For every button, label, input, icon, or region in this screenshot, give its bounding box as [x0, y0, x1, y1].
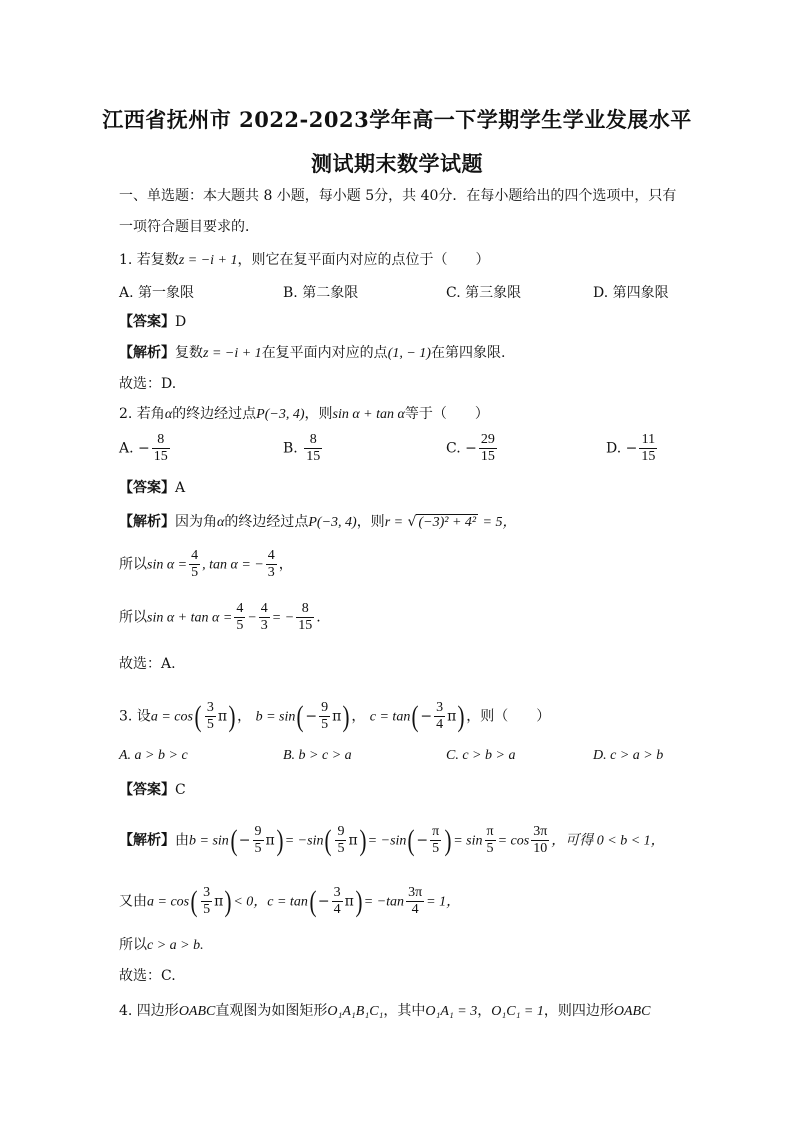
frac-den: 5 [486, 841, 494, 856]
q2-option-b-den: 15 [306, 449, 321, 464]
q3-eq-sin: = sin [453, 833, 483, 849]
q1-option-b: B. 第二象限 [283, 285, 359, 301]
pi: π [348, 832, 358, 849]
q4-stem-text: 直观图为如图矩形 [215, 1003, 328, 1019]
analysis-label: 【解析】 [119, 832, 175, 849]
q2-option-a-sign: − [138, 440, 150, 457]
q2-choose [119, 654, 176, 674]
q3-a-fraction [205, 700, 216, 733]
q2-frac-4-3 [266, 548, 277, 581]
q1-option-c: C. 第三象限 [446, 285, 522, 301]
question-3-stem [119, 700, 550, 733]
q2-option-a-fraction [152, 432, 170, 465]
frac-num: 4 [236, 601, 244, 616]
q2-option-d-num: 11 [639, 432, 657, 449]
q3-frac-9-5 [335, 824, 346, 857]
frac-num: 3 [206, 700, 214, 715]
q3-eq-neg-sin: = −sin [367, 833, 407, 849]
frac-num: 3 [203, 885, 211, 900]
frac-num: 3π [408, 885, 423, 900]
frac-num: 4 [260, 601, 268, 616]
answer-label: 【答案】 [119, 480, 175, 496]
choose-label: 故选： [119, 968, 161, 984]
q3-stem-prefix: 3. 设 [119, 708, 151, 725]
paren: ( [230, 823, 238, 857]
document-title-line-2: 测试期末数学试题 [311, 151, 483, 176]
q2-stem-text: 的终边经过点 [172, 406, 257, 422]
punct: ， [237, 708, 252, 725]
paren: ) [228, 699, 236, 733]
punct: ， [278, 556, 293, 573]
paren: ) [276, 823, 284, 857]
q3-final-order: c > a > b. [147, 938, 204, 953]
q2-alpha: α [217, 515, 225, 530]
q2-option-c [446, 432, 499, 465]
q2-answer [119, 478, 185, 498]
q2-frac-8-15 [296, 601, 314, 634]
paren: ( [309, 884, 317, 918]
q3-frac-pi-5 [430, 824, 441, 857]
q2-analysis-line-1: 【解析】因为角α的终边经过点P(−3, 4)，则r = √ (−3)² + 4² = 5， [119, 514, 517, 530]
q2-r-expression: r = [384, 515, 404, 530]
suoyi-label: 所以 [119, 937, 147, 953]
frac-den: 15 [298, 618, 313, 633]
analysis-label: 【解析】 [119, 514, 175, 530]
q1-analysis [119, 343, 505, 364]
q2-option-c-num: 29 [480, 432, 495, 447]
q1-stem-suffix: ，则它在复平面内对应的点位于（ ） [237, 252, 490, 268]
frac-num: 4 [191, 548, 199, 563]
pi: π [217, 708, 228, 725]
q1-analysis-text: 复数 [175, 345, 203, 361]
q3-conclusion-1: ，可得 0 < b < 1， [551, 833, 665, 849]
equals-minus: = − [271, 610, 295, 626]
q3-b-fraction [319, 700, 330, 733]
q2-stem-text: ，则 [304, 406, 333, 422]
q3-eq-neg-sin: = −sin [284, 833, 324, 849]
q2-analysis-line-2 [119, 548, 293, 581]
frac-num: 8 [296, 601, 314, 618]
q2-alpha: α [164, 407, 173, 422]
frac-num: 3 [333, 885, 341, 900]
frac-den: 5 [203, 902, 211, 917]
q2-option-d-label: D. [606, 440, 622, 457]
answer-label: 【答案】 [119, 782, 175, 798]
q3-frac-3pi-4 [406, 885, 424, 918]
q3-frac-pi-5 [485, 824, 496, 857]
q1-answer [119, 312, 186, 332]
frac-den: 5 [321, 717, 329, 732]
q3-c-fraction [434, 700, 445, 733]
q2-option-d [606, 432, 659, 465]
paren: ( [411, 699, 419, 733]
section-heading-line-1: 一、单选题：本大题共 8 小题，每小题 5分，共 40分．在每小题给出的四个选项中，只有 [119, 188, 677, 204]
q2-frac-4-3 [259, 601, 270, 634]
q3-option-a: A. a > b > c [119, 748, 188, 763]
q2-analysis-text: 因为角 [175, 514, 217, 530]
q2-answer-value: A [175, 480, 186, 496]
q3-eq-one: = 1， [426, 894, 461, 910]
q3-frac-3-5 [201, 885, 212, 918]
q4-quad-name: OABC [613, 1004, 651, 1019]
paren: ) [359, 823, 367, 857]
q3-c-expression: c = tan [267, 894, 308, 910]
choose-label: 故选： [119, 656, 161, 672]
q3-analysis-line-3 [119, 935, 204, 956]
q2-r-result: = 5， [482, 515, 517, 530]
q2-option-a-den: 15 [153, 449, 168, 464]
q2-stem-text: 等于（ ） [404, 406, 489, 422]
minus: − [416, 832, 429, 849]
q4-stem-text: ，则四边形 [543, 1003, 614, 1019]
q2-sqrt-expression: (−3)² + 4² [418, 515, 477, 530]
q1-stem-prefix: 1. 若复数 [119, 252, 179, 268]
q1-stem-formula: z = −i + 1 [178, 253, 238, 268]
q3-answer-value: C [175, 782, 186, 798]
punct: ， [351, 708, 366, 725]
paren: ) [355, 884, 363, 918]
q3-frac-9-5 [253, 824, 264, 857]
frac-den: 5 [191, 565, 199, 580]
q3-answer [119, 780, 186, 800]
q3-a-expression: a = cos [150, 709, 193, 725]
minus: − [305, 708, 318, 725]
frac-den: 4 [411, 902, 419, 917]
q2-option-c-label: C. [446, 440, 461, 457]
paren: ) [457, 699, 465, 733]
frac-num: 3π [533, 824, 548, 839]
minus: − [420, 708, 433, 725]
q4-edge-2: O₁C₁ = 1 [491, 1004, 544, 1019]
q3-option-b: B. b > c > a [283, 748, 352, 763]
paren: ( [324, 823, 332, 857]
q2-tan-expression: , tan α = − [202, 557, 264, 573]
frac-num: π [432, 824, 440, 839]
paren: ( [407, 823, 415, 857]
q2-stem-formula: sin α + tan α [332, 407, 405, 422]
q3-option-c: C. c > b > a [446, 748, 516, 763]
q3-b-expression: b = sin [189, 833, 229, 849]
q4-rect-name: O₁A₁B₁C₁ [327, 1004, 384, 1019]
q2-option-a-num: 8 [152, 432, 170, 449]
frac-den: 5 [236, 618, 244, 633]
q4-quad-name: OABC [178, 1004, 216, 1019]
suoyi-label: 所以 [119, 556, 147, 573]
frac-den: 5 [337, 841, 345, 856]
q4-stem-text: ，其中 [383, 1003, 426, 1019]
suoyi-label: 所以 [119, 609, 147, 626]
q1-choose [119, 374, 176, 394]
q2-option-d-den: 15 [641, 449, 656, 464]
pi: π [344, 893, 354, 910]
q2-option-d-fraction [639, 432, 657, 465]
q2-stem-text: 2. 若角 [119, 406, 165, 422]
q3-eq-cos: = cos [497, 833, 530, 849]
pi: π [214, 893, 224, 910]
question-4-stem [119, 1001, 650, 1022]
q1-answer-value: D [175, 314, 187, 330]
q3-eq-neg-tan: = −tan [363, 894, 405, 910]
frac-den: 5 [254, 841, 262, 856]
q3-choose [119, 966, 176, 986]
q1-option-d: D. 第四象限 [593, 285, 669, 301]
q2-option-b-fraction [304, 432, 322, 465]
q3-b-expression: b = sin [255, 709, 296, 725]
paren: ( [194, 699, 202, 733]
pi: π [332, 708, 342, 725]
pi: π [265, 832, 275, 849]
q2-option-a [119, 432, 172, 465]
minus: − [317, 893, 330, 910]
q2-sin-expression: sin α = [147, 557, 188, 573]
q2-sum-expression: sin α + tan α = [147, 610, 233, 626]
q1-analysis-formula: z = −i + 1 [203, 346, 262, 361]
frac-den: 4 [333, 902, 341, 917]
q3-frac-3pi-10 [531, 824, 549, 857]
analysis-label: 【解析】 [119, 345, 175, 361]
minus: − [247, 610, 257, 626]
frac-den: 5 [432, 841, 440, 856]
q1-analysis-text: 在复平面内对应的点 [261, 345, 388, 361]
question-1-stem [119, 250, 490, 271]
q2-option-b-label: B. [283, 440, 298, 457]
q3-stem-suffix: ，则（ ） [466, 708, 551, 725]
frac-num: 4 [267, 548, 275, 563]
punct: . [316, 609, 321, 626]
q1-analysis-text: 在第四象限. [430, 345, 506, 361]
q2-option-b-num: 8 [304, 432, 322, 449]
q2-choose-value: A. [161, 656, 176, 672]
q4-stem-text: ， [477, 1003, 492, 1019]
q2-frac-4-5 [234, 601, 245, 634]
paren: ) [224, 884, 232, 918]
q3-option-d: D. c > a > b [593, 748, 664, 763]
paren: ( [190, 884, 198, 918]
frac-den: 3 [267, 565, 275, 580]
frac-den: 5 [206, 717, 214, 732]
document-title-line-1: 江西省抚州市 2022-2023学年高一下学期学生学业发展水平 [102, 107, 692, 132]
q2-option-c-den: 15 [480, 449, 495, 464]
question-2-stem [119, 404, 489, 425]
choose-label: 故选： [119, 376, 161, 392]
q3-analysis-line-1 [119, 824, 665, 857]
q3-analysis-line-2 [119, 885, 460, 918]
frac-num: 3 [436, 700, 444, 715]
q1-choose-value: D. [161, 376, 177, 392]
q3-frac-3-4 [332, 885, 343, 918]
q2-frac-4-5 [189, 548, 200, 581]
frac-num: 9 [254, 824, 262, 839]
q3-c-expression: c = tan [369, 709, 411, 725]
paren: ) [444, 823, 452, 857]
q4-edge-1: O₁A₁ = 3 [425, 1004, 478, 1019]
q4-stem-text: 4. 四边形 [119, 1003, 179, 1019]
q2-point: P(−3, 4) [308, 515, 357, 530]
minus: − [238, 832, 251, 849]
frac-den: 10 [533, 841, 548, 856]
q2-option-c-sign: − [465, 440, 477, 457]
q2-analysis-line-3 [119, 601, 321, 634]
youyou-label: 又由 [119, 893, 147, 910]
frac-num: 9 [337, 824, 345, 839]
q1-option-a: A. 第一象限 [119, 285, 195, 301]
q2-option-a-label: A. [119, 440, 134, 457]
paren: ) [342, 699, 350, 733]
q2-analysis-text: 的终边经过点 [224, 514, 309, 530]
q1-analysis-point: (1, − 1) [387, 346, 431, 361]
q2-option-c-fraction [479, 432, 497, 465]
q3-choose-value: C. [161, 968, 176, 984]
q2-analysis-text: ，则 [356, 514, 385, 530]
q3-a-lt-zero: < 0， [233, 894, 268, 910]
q2-option-b [283, 432, 324, 465]
q2-point: P(−3, 4) [256, 407, 305, 422]
answer-label: 【答案】 [119, 314, 175, 330]
q3-analysis-text: 由 [175, 832, 189, 849]
section-heading-line-2: 一项符合题目要求的． [119, 219, 259, 235]
frac-den: 4 [436, 717, 444, 732]
q2-option-d-sign: − [625, 440, 638, 457]
pi: π [447, 708, 457, 725]
q3-a-expression: a = cos [147, 894, 190, 910]
frac-num: 9 [321, 700, 329, 715]
frac-den: 3 [260, 618, 268, 633]
paren: ( [296, 699, 304, 733]
frac-num: π [486, 824, 494, 839]
